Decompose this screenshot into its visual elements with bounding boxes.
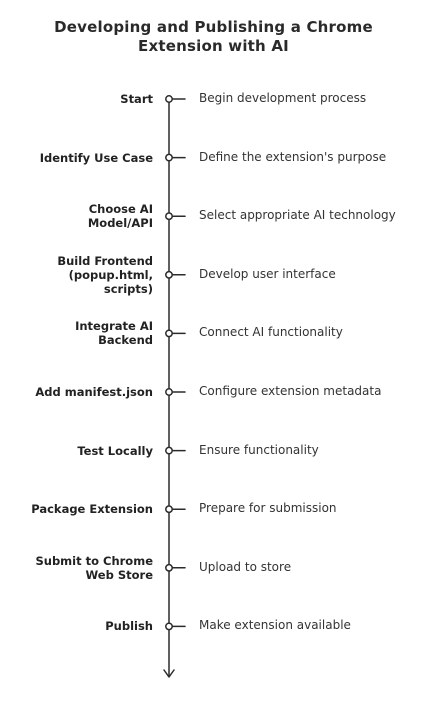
- step-description: Begin development process: [199, 91, 367, 105]
- step-label-line: Submit to Chrome: [35, 553, 153, 568]
- step-description: Upload to store: [199, 559, 292, 574]
- step-label-line: Test Locally: [77, 443, 153, 458]
- step-label-line: Backend: [98, 333, 153, 348]
- step-description: Make extension available: [199, 618, 351, 633]
- step-label: [3, 319, 153, 347]
- step-label-line: Start: [120, 92, 153, 106]
- step-label-line: Model/API: [87, 216, 153, 231]
- step-description: Ensure functionality: [199, 442, 319, 457]
- step-marker: [166, 506, 172, 512]
- step-label-line: Publish: [105, 619, 153, 634]
- step-marker: [166, 213, 172, 219]
- step-description: Define the extension's purpose: [199, 149, 387, 164]
- step-label-line: Add manifest.json: [35, 385, 153, 399]
- step-label-line: Choose AI: [88, 202, 153, 217]
- step-marker: [166, 330, 172, 336]
- step-marker: [166, 389, 172, 395]
- step-label-line: Identify Use Case: [39, 150, 153, 165]
- step-label: [3, 385, 153, 399]
- step-label: [3, 502, 153, 516]
- step-marker: [166, 96, 172, 102]
- step-label-line: Web Store: [85, 567, 153, 582]
- step-marker: [166, 447, 172, 453]
- step-label-line: Build Frontend: [57, 253, 153, 268]
- step-description: Connect AI functionality: [199, 325, 343, 340]
- step-label: [3, 619, 153, 633]
- step-marker: [166, 272, 172, 278]
- step-description: Select appropriate AI technology: [199, 208, 396, 223]
- step-label-line: (popup.html,: [68, 267, 153, 282]
- step-description: Develop user interface: [199, 266, 336, 281]
- diagram-title-line-1: Developing and Publishing a Chrome: [54, 18, 373, 36]
- step-label: [3, 444, 153, 458]
- step-label: [3, 254, 153, 296]
- step-marker: [166, 565, 172, 571]
- step-label-line: Package Extension: [31, 502, 153, 517]
- diagram-title-line-2: Extension with AI: [138, 37, 289, 55]
- step-marker: [166, 623, 172, 629]
- step-description: Prepare for submission: [199, 501, 337, 516]
- step-label: [3, 202, 153, 230]
- step-description: Configure extension metadata: [199, 384, 382, 398]
- step-label-line: scripts): [103, 281, 153, 296]
- step-label: [3, 151, 153, 165]
- step-label: [3, 554, 153, 582]
- step-label-line: Integrate AI: [75, 319, 153, 334]
- step-label: [3, 92, 153, 106]
- step-marker: [166, 154, 172, 160]
